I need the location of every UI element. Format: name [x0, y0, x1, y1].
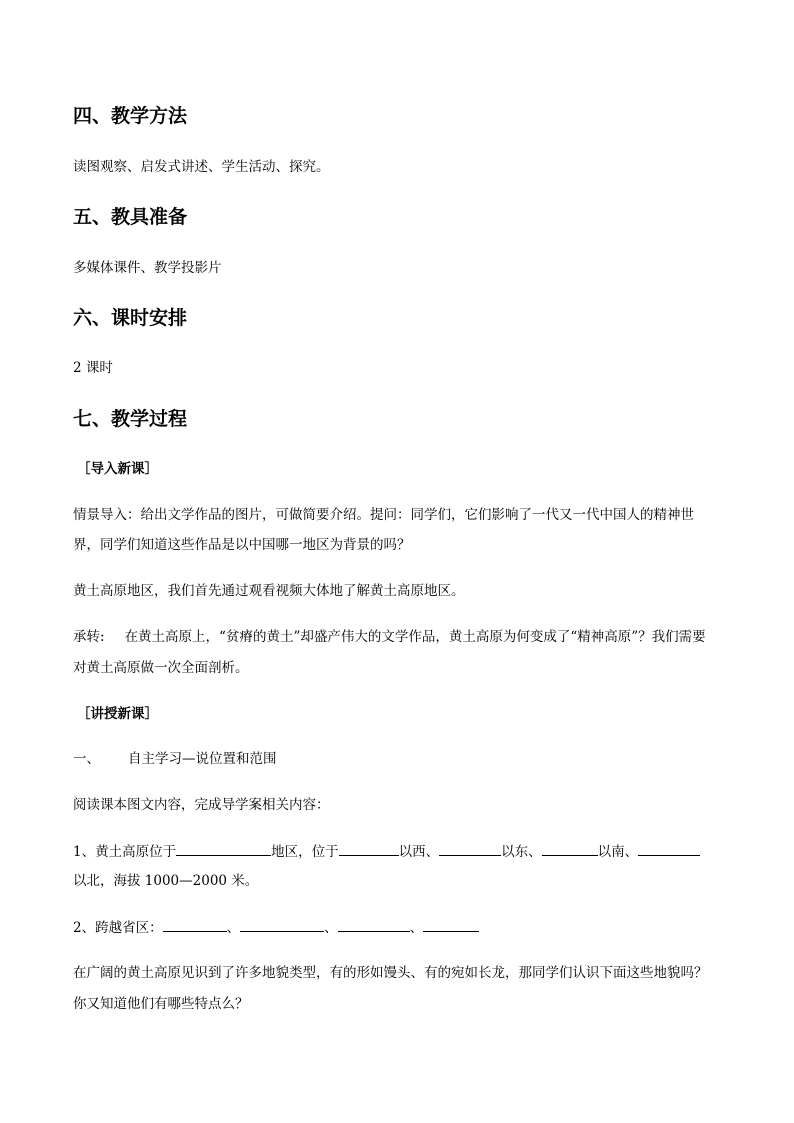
q2-blank-2[interactable] — [240, 917, 324, 932]
intro-label: ［导入新课］ — [77, 461, 158, 477]
teaching-tools-text: 多媒体课件、教学投影片 — [73, 260, 222, 276]
heading-class-schedule: 六、课时安排 — [73, 307, 188, 329]
transition-line1 — [73, 627, 706, 647]
heading-teaching-methods: 四、教学方法 — [73, 105, 188, 127]
q2-sep-1: 、 — [226, 920, 241, 936]
q1-text-a: 1、黄土高原位于 — [73, 844, 177, 860]
q2-blank-4[interactable] — [423, 917, 479, 932]
question-1-line2: 以北，海拔 1000—2000 米。 — [73, 873, 259, 889]
q1-text-d: 以东、 — [501, 844, 542, 860]
q2-blank-1[interactable] — [163, 917, 227, 932]
class-schedule-text: 2 课时 — [73, 360, 113, 376]
heading-teaching-tools: 五、教具准备 — [73, 206, 188, 228]
transition-prefix: 承转: — [73, 629, 105, 645]
question-2 — [73, 917, 479, 938]
transition-line2: 对黄土高原做一次全面剖析。 — [73, 660, 249, 676]
q1-text-b: 地区，位于 — [271, 844, 339, 860]
part-one-title: 自主学习—说位置和范围 — [128, 751, 277, 767]
heading-teaching-process: 七、教学过程 — [73, 408, 188, 430]
teaching-methods-text: 读图观察、启发式讲述、学生活动、探究。 — [73, 159, 330, 175]
q1-text-c: 以西、 — [398, 844, 440, 860]
lecture-label: ［讲授新课］ — [77, 706, 158, 722]
landform-text-line1: 在广阔的黄土高原见识到了许多地貌类型，有的形如馒头、有的宛如长龙，那同学们认识下面这些地貌吗？ — [73, 965, 708, 981]
question-1-line1 — [73, 841, 700, 862]
q1-blank-east[interactable] — [439, 841, 501, 856]
instruction-text: 阅读课本图文内容，完成导学案相关内容： — [73, 797, 330, 813]
q1-text-e: 以南、 — [597, 844, 639, 860]
part-one-number: 一、 — [73, 751, 100, 767]
q1-blank-west[interactable] — [339, 841, 399, 856]
landform-text-line2: 你又知道他们有哪些特点么？ — [73, 996, 249, 1012]
q2-sep-3: 、 — [409, 920, 424, 936]
transition-text-line1: 在黄土高原上，“贫瘠的黄土”却盛产伟大的文学作品，黄土高原为何变成了“精神高原”？我们需要 — [124, 629, 706, 645]
answer-text: 黄土高原地区，我们首先通过观看视频大体地了解黄土高原地区。 — [73, 583, 465, 599]
scene-text-line2: 界，同学们知道这些作品是以中国哪一地区为背景的吗？ — [73, 537, 411, 553]
q1-blank-region[interactable] — [176, 841, 271, 856]
q2-sep-2: 、 — [324, 920, 338, 936]
q2-blank-3[interactable] — [338, 917, 410, 932]
q1-blank-south[interactable] — [542, 841, 598, 856]
scene-text-line1: 情景导入：给出文学作品的图片，可做简要介绍。提问：同学们，它们影响了一代又一代中国人的精神世 — [73, 507, 694, 523]
part-one-heading — [73, 749, 277, 769]
q2-text: 2、跨越省区： — [73, 920, 163, 936]
q1-blank-north[interactable] — [638, 841, 700, 856]
